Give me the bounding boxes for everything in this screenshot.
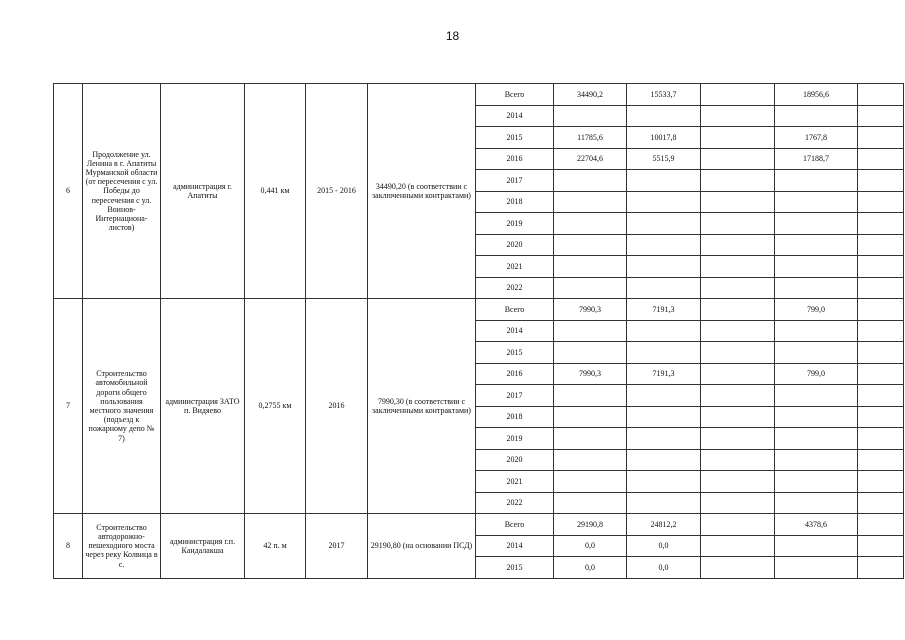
- table-row: [54, 84, 904, 106]
- year-label: 2019: [476, 213, 554, 235]
- financing-regional: [627, 277, 701, 299]
- financing-other: [858, 492, 904, 514]
- financing-other: [858, 170, 904, 192]
- year-label: 2020: [476, 234, 554, 256]
- financing-total: 34490,2: [554, 84, 627, 106]
- financing-total: [554, 213, 627, 235]
- financing-local: 17188,7: [775, 148, 858, 170]
- financing-other: [858, 557, 904, 579]
- financing-federal: [701, 428, 775, 450]
- estimated-cost: 34490,20 (в соответствии с заключенными контрактами): [368, 84, 476, 299]
- row-number: 6: [54, 84, 83, 299]
- financing-regional: [627, 170, 701, 192]
- financing-federal: [701, 557, 775, 579]
- financing-total: [554, 471, 627, 493]
- financing-other: [858, 449, 904, 471]
- estimated-cost: 7990,30 (в соответствии с заключенными контрактами): [368, 299, 476, 514]
- financing-other: [858, 342, 904, 364]
- financing-federal: [701, 363, 775, 385]
- financing-total: [554, 342, 627, 364]
- financing-other: [858, 471, 904, 493]
- financing-regional: [627, 492, 701, 514]
- year-label: 2020: [476, 449, 554, 471]
- financing-regional: [627, 385, 701, 407]
- financing-federal: [701, 406, 775, 428]
- financing-regional: [627, 234, 701, 256]
- year-label: Всего: [476, 514, 554, 536]
- financing-other: [858, 84, 904, 106]
- financing-federal: [701, 471, 775, 493]
- financing-other: [858, 363, 904, 385]
- financing-total: [554, 492, 627, 514]
- financing-total: [554, 449, 627, 471]
- year-label: 2014: [476, 535, 554, 557]
- financing-federal: [701, 148, 775, 170]
- financing-regional: 10017,8: [627, 127, 701, 149]
- construction-period: 2017: [306, 514, 368, 579]
- financing-federal: [701, 277, 775, 299]
- financing-other: [858, 213, 904, 235]
- table-row: [54, 514, 904, 536]
- financing-other: [858, 277, 904, 299]
- object-name: Строительство автодорожно-пешеходного моста через реку Колвица в с.: [83, 514, 161, 579]
- financing-local: [775, 213, 858, 235]
- year-label: 2015: [476, 342, 554, 364]
- financing-federal: [701, 299, 775, 321]
- financing-other: [858, 299, 904, 321]
- financing-local: 799,0: [775, 299, 858, 321]
- financing-federal: [701, 256, 775, 278]
- financing-other: [858, 385, 904, 407]
- financing-federal: [701, 127, 775, 149]
- financing-regional: [627, 428, 701, 450]
- row-number: 8: [54, 514, 83, 579]
- financing-total: [554, 385, 627, 407]
- year-label: 2016: [476, 363, 554, 385]
- year-label: 2022: [476, 492, 554, 514]
- financing-regional: [627, 342, 701, 364]
- estimated-cost: 29190,80 (на основании ПСД): [368, 514, 476, 579]
- financing-local: [775, 105, 858, 127]
- financing-local: 4378,6: [775, 514, 858, 536]
- financing-other: [858, 191, 904, 213]
- year-label: 2021: [476, 256, 554, 278]
- financing-other: [858, 256, 904, 278]
- financing-other: [858, 148, 904, 170]
- financing-total: [554, 277, 627, 299]
- financing-regional: [627, 449, 701, 471]
- financing-regional: [627, 256, 701, 278]
- responsible-party: администрация г.п. Кандалакша: [161, 514, 245, 579]
- financing-federal: [701, 342, 775, 364]
- financing-local: [775, 385, 858, 407]
- financing-regional: 7191,3: [627, 299, 701, 321]
- financing-local: [775, 234, 858, 256]
- financing-other: [858, 514, 904, 536]
- financing-local: [775, 256, 858, 278]
- financing-federal: [701, 213, 775, 235]
- financing-federal: [701, 449, 775, 471]
- responsible-party: администрация ЗАТО п. Видяево: [161, 299, 245, 514]
- financing-regional: 0,0: [627, 535, 701, 557]
- financing-federal: [701, 84, 775, 106]
- financing-local: [775, 170, 858, 192]
- financing-local: [775, 557, 858, 579]
- program-table: [53, 83, 904, 579]
- year-label: 2018: [476, 406, 554, 428]
- responsible-party: администрация г. Апатиты: [161, 84, 245, 299]
- financing-local: 799,0: [775, 363, 858, 385]
- financing-local: 18956,6: [775, 84, 858, 106]
- table-body: [54, 84, 904, 579]
- year-label: 2018: [476, 191, 554, 213]
- object-name: Строительство автомобильной дороги общего пользования местного значения (подъезд к пожарному депо № 7): [83, 299, 161, 514]
- year-label: 2014: [476, 105, 554, 127]
- year-label: 2019: [476, 428, 554, 450]
- financing-local: [775, 492, 858, 514]
- year-label: 2014: [476, 320, 554, 342]
- financing-local: [775, 406, 858, 428]
- financing-total: [554, 406, 627, 428]
- capacity-value: 0,441 км: [245, 84, 306, 299]
- construction-period: 2016: [306, 299, 368, 514]
- financing-total: [554, 256, 627, 278]
- capacity-value: 42 п. м: [245, 514, 306, 579]
- financing-other: [858, 234, 904, 256]
- financing-federal: [701, 492, 775, 514]
- financing-other: [858, 105, 904, 127]
- financing-regional: [627, 406, 701, 428]
- financing-regional: [627, 320, 701, 342]
- financing-total: [554, 105, 627, 127]
- construction-period: 2015 - 2016: [306, 84, 368, 299]
- year-label: 2017: [476, 170, 554, 192]
- financing-total: 7990,3: [554, 299, 627, 321]
- year-label: 2017: [476, 385, 554, 407]
- financing-federal: [701, 191, 775, 213]
- financing-local: [775, 277, 858, 299]
- financing-federal: [701, 535, 775, 557]
- financing-local: [775, 449, 858, 471]
- financing-regional: [627, 213, 701, 235]
- financing-local: 1767,8: [775, 127, 858, 149]
- financing-other: [858, 406, 904, 428]
- financing-total: [554, 320, 627, 342]
- financing-local: [775, 191, 858, 213]
- financing-total: 11785,6: [554, 127, 627, 149]
- financing-regional: [627, 191, 701, 213]
- financing-other: [858, 535, 904, 557]
- year-label: 2021: [476, 471, 554, 493]
- financing-federal: [701, 234, 775, 256]
- year-label: 2015: [476, 557, 554, 579]
- financing-total: 7990,3: [554, 363, 627, 385]
- year-label: 2016: [476, 148, 554, 170]
- financing-local: [775, 535, 858, 557]
- capacity-value: 0,2755 км: [245, 299, 306, 514]
- page-number: 18: [445, 29, 460, 43]
- financing-other: [858, 320, 904, 342]
- year-label: 2022: [476, 277, 554, 299]
- financing-local: [775, 320, 858, 342]
- financing-federal: [701, 385, 775, 407]
- financing-regional: 0,0: [627, 557, 701, 579]
- year-label: 2015: [476, 127, 554, 149]
- financing-regional: [627, 471, 701, 493]
- year-label: Всего: [476, 84, 554, 106]
- financing-local: [775, 471, 858, 493]
- financing-total: 0,0: [554, 557, 627, 579]
- financing-total: [554, 170, 627, 192]
- financing-regional: [627, 105, 701, 127]
- table-row: [54, 299, 904, 321]
- financing-other: [858, 127, 904, 149]
- financing-federal: [701, 514, 775, 536]
- financing-local: [775, 428, 858, 450]
- financing-other: [858, 428, 904, 450]
- row-number: 7: [54, 299, 83, 514]
- financing-regional: 5515,9: [627, 148, 701, 170]
- financing-regional: 7191,3: [627, 363, 701, 385]
- financing-local: [775, 342, 858, 364]
- financing-total: 29190,8: [554, 514, 627, 536]
- financing-total: [554, 428, 627, 450]
- financing-federal: [701, 320, 775, 342]
- financing-regional: 24812,2: [627, 514, 701, 536]
- financing-total: [554, 234, 627, 256]
- financing-regional: 15533,7: [627, 84, 701, 106]
- year-label: Всего: [476, 299, 554, 321]
- financing-total: 22704,6: [554, 148, 627, 170]
- financing-total: 0,0: [554, 535, 627, 557]
- financing-federal: [701, 170, 775, 192]
- financing-total: [554, 191, 627, 213]
- financing-federal: [701, 105, 775, 127]
- object-name: Продолжение ул. Ленина в г. Апатиты Мурманской области (от пересечения с ул. Победы до пересечения с ул. Воинов-Интернациона-листов): [83, 84, 161, 299]
